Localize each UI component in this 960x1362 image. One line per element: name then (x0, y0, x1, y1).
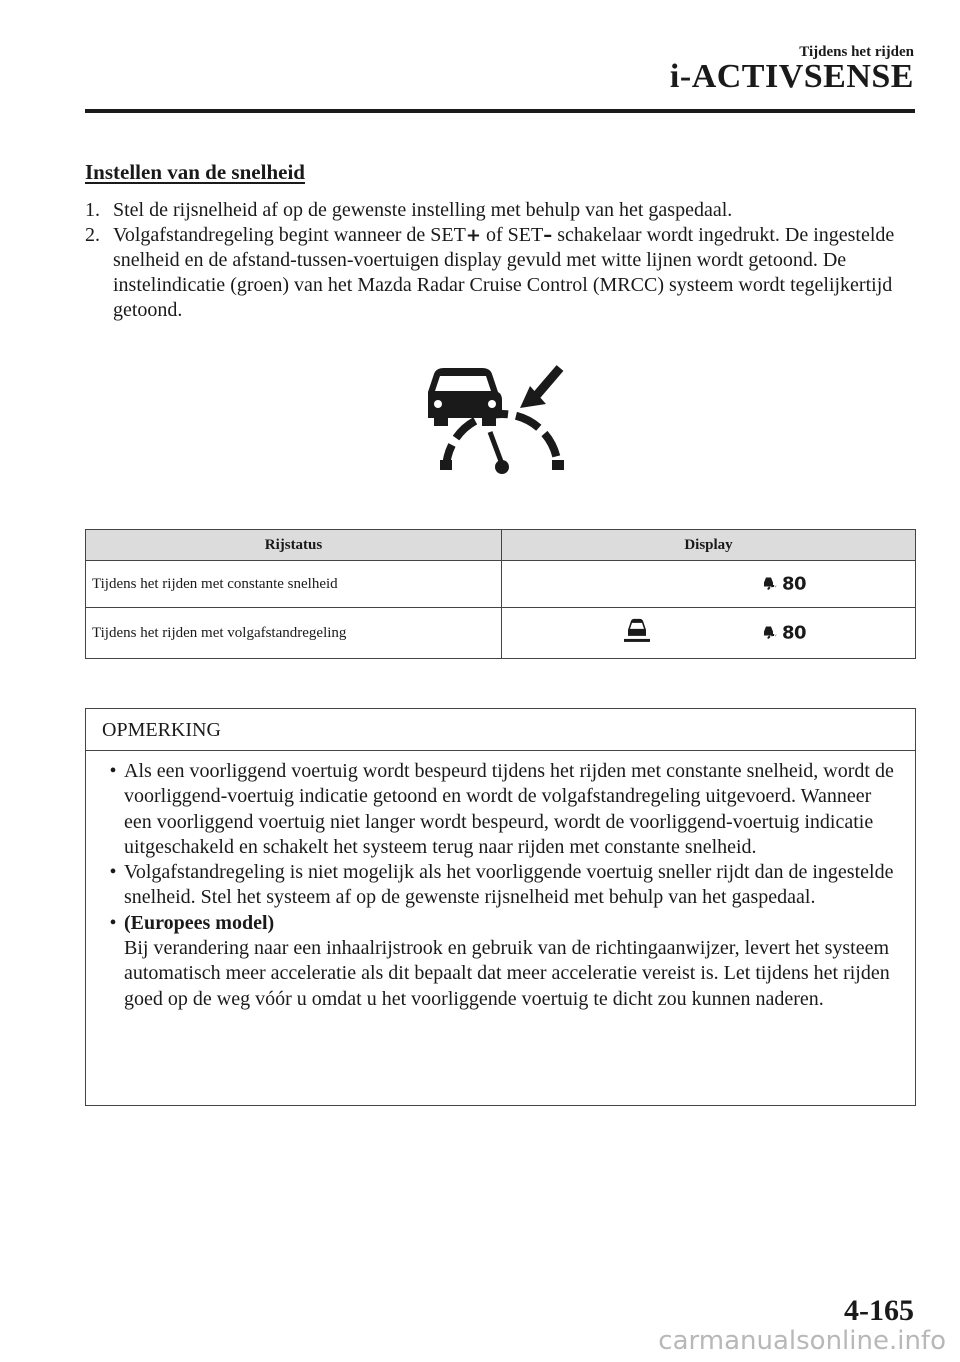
bullet-dot: • (109, 760, 117, 782)
bullet-content (124, 911, 899, 1012)
status-table (85, 529, 916, 659)
step-item (85, 223, 915, 323)
note-bullet (102, 759, 899, 860)
note-bullet (102, 911, 899, 1012)
status-cell: Tijdens het rijden met constante snelheid (86, 561, 502, 608)
bullet-text: Volgafstandregeling is niet mogelijk als het voorliggende voertuig sneller rijdt dan de ingestelde snelheid. Stel het systeem af op de gewenste rijsnelheid met behulp van het gaspedaal. (124, 861, 894, 909)
set-indicator-mini-icon (763, 577, 777, 592)
status-cell: Tijdens het rijden met volgafstandregeling (86, 608, 502, 659)
step-text: Stel de rijsnelheid af op de gewenste instelling met behulp van het gaspedaal. (113, 199, 733, 221)
running-header-title: i-ACTIVSENSE (669, 58, 914, 95)
step-number: 2. (85, 224, 100, 246)
set-speed-value: 80 (782, 573, 807, 595)
bullet-title: (Europees model) (124, 911, 275, 934)
bullet-text: Bij verandering naar een inhaalrijstrook en gebruik van de richtingaanwijzer, levert het systeem automatisch meer acceleratie als dit bepaalt dat meer acceleratie vereist is. Let tijdens het rijden goed op de weg vóór u omdat u het voorliggende voertuig te dicht zou kunnen naderen. (124, 937, 890, 1010)
header-rule (85, 109, 915, 113)
steps-list (85, 198, 915, 323)
step-text-part: of SET (480, 224, 544, 246)
bullet-dot: • (109, 911, 117, 934)
minus-symbol: – (543, 225, 553, 246)
note-heading: OPMERKING (86, 709, 915, 751)
set-indicator-mini-icon (763, 626, 777, 641)
step-item (85, 198, 915, 223)
mrcc-set-indicator-icon (420, 362, 570, 480)
display-cell (502, 561, 916, 608)
step-text (113, 223, 915, 323)
note-bullet (102, 860, 899, 911)
plus-symbol: + (465, 225, 481, 246)
table-header-row (86, 530, 916, 561)
bullet-text: Als een voorliggend voertuig wordt bespeurd tijdens het rijden met constante snelheid, wordt de voorliggend-voertuig indicatie getoond en wordt de volgafstandregeling uitgevoerd. Wanneer een voorliggend voertuig niet langer wordt bespeurd, wordt de voorliggend-voertuig indicatie uitgeschakeld en schakelt het systeem terug naar rijden met constante snelheid. (124, 760, 894, 858)
note-box (85, 708, 916, 1106)
step-text-part: Volgafstandregeling begint wanneer de SET (113, 224, 466, 246)
page-number: 4-165 (844, 1294, 914, 1327)
vehicle-ahead-icon (624, 618, 650, 644)
bullet-dot: • (109, 861, 117, 884)
running-header-section: Tijdens het rijden (799, 44, 914, 60)
table-row (86, 561, 916, 608)
watermark: carmanualsonline.info (658, 1326, 946, 1356)
table-row (86, 608, 916, 659)
section-title: Instellen van de snelheid (85, 160, 305, 184)
note-body (86, 751, 915, 1012)
column-header: Display (502, 530, 916, 561)
step-number: 1. (85, 199, 100, 221)
set-speed-value: 80 (782, 622, 807, 644)
column-header: Rijstatus (86, 530, 502, 561)
display-cell (502, 608, 916, 659)
step-text-part: schakelaar wordt ingedrukt. De ingestelde snelheid en de afstand-tussen-voertuigen display gevuld met witte lijnen wordt getoond. De instelindicatie (groen) van het Mazda Radar Cruise Control (MRCC) systeem wordt tegelijkertijd getoond. (113, 224, 895, 321)
